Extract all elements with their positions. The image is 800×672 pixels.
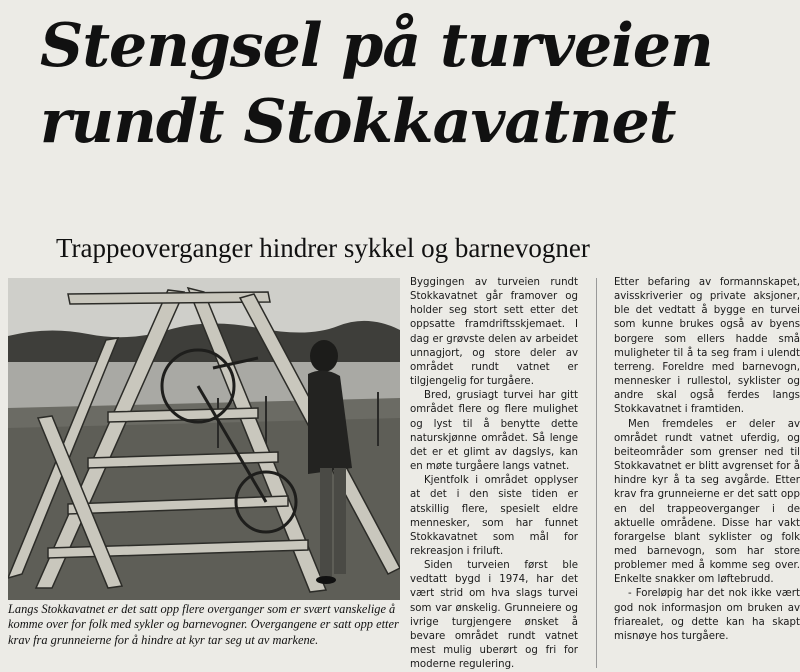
article-column-1	[410, 276, 578, 672]
paragraph: Byggingen av turveien rundt Stokkavatnet går framover og holder seg stort sett etter det oppsatte framdriftsskjemaet. I dag er grøvste delen av arbeidet unnagjort, og store deler av området rundt vatnet er tilgjengelig for turgåere.	[410, 277, 578, 388]
paragraph: - Foreløpig har det nok ikke vært god nok informasjon om bruken av friarealet, og dette kan ha skapt misnøye hos turgåere.	[614, 588, 800, 642]
column-divider	[596, 278, 597, 668]
photo-caption: Langs Stokkavatnet er det satt opp flere overganger som er svært vanskelige å komme over for folk med sykler og barnevogner. Overgangene er satt opp etter krav fra grunneierne for å hindre at kyr tar seg ut av markene.	[8, 602, 399, 647]
paragraph: Men fremdeles er deler av området rundt vatnet uferdig, og beiteområder som grenser ned til Stokkavatnet er blitt avgrenset for å hindre kyr å ta seg avgårde. Etter krav fra grunneierne er det satt opp en del trappeoverganger i de aktuelle områdene. Disse har vakt forargelse blant syklister og folk med barnevogn, som har store problemer med å komme seg over. Enkelte snakker om løftebrudd.	[614, 418, 800, 586]
article-photo	[8, 278, 400, 600]
paragraph: Siden turveien først ble vedtatt bygd i 1974, har det vært strid om hva slags turvei som var ønskelig. Grunneiere og ivrige turgjengere ønsket å bevare området rundt vatnet mest mulig uberørt og fri for moderne regulering.	[410, 560, 578, 671]
paragraph: Kjentfolk i området opplyser at det i den siste tiden er atskillig flere, spesielt eldre mennesker, som har funnet Stokkavatnet som mål for rekreasjon i friluft.	[410, 475, 578, 557]
paragraph: Etter befaring av formannskapet, avisskriverier og private aksjoner, ble det vedtatt å bygge en turvei som kunne brukes også av byens borgere som ellers hadde små muligheter til å ta seg fram i ulendt terreng. Foreldre med barnevogn, mennesker i rullestol, syklister og andre skal også ferdes langs Stokkavatnet i framtiden.	[614, 277, 800, 416]
subheadline: Trappeoverganger hindrer sykkel og barnevogner	[56, 233, 590, 263]
paragraph: Bred, grusiagt turvei har gitt området flere og flere mulighet og lyst til å benytte dette naturskjønne området. Så lenge det er et glimt av dagslys, kan en møte turgåere langs vatnet.	[410, 390, 578, 473]
article-column-2	[614, 276, 800, 644]
headline: Stengsel på turveien rundt Stokkavatnet	[40, 11, 713, 157]
